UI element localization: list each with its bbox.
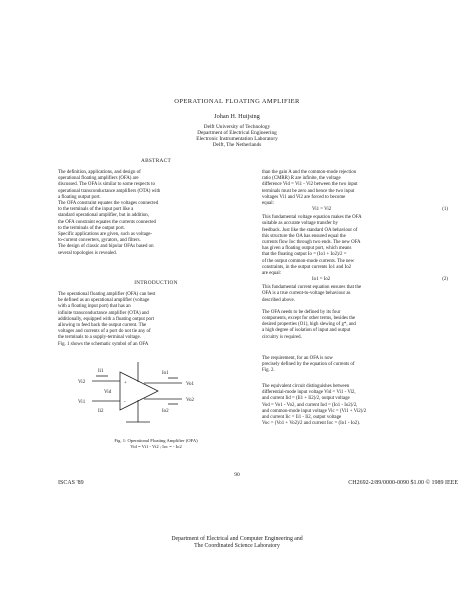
body-line: circuitry is required. [262, 334, 302, 340]
body-line: than the gain A and the common-mode rejection [262, 170, 357, 175]
intro-line: with a floating input port) that has an [58, 304, 131, 310]
body-line: voltages Vi1 and Vi2 are forced to become [262, 194, 346, 200]
right-column-text [262, 170, 458, 341]
page-number: 90 [234, 472, 240, 478]
amplifier-triangle [120, 372, 158, 410]
label-vid: Vid [104, 390, 112, 395]
abstract-line: to the terminals of the output port. [58, 225, 125, 231]
caption-line: Fig. 1: Operational Floating Amplifier (OFA) [114, 438, 198, 443]
abstract-line: to the terminals of the input port like a [58, 207, 134, 213]
body-line: Vod = Vo1 - Vo2, and current Iod = (Io1 - Io2)/2, [262, 402, 358, 408]
label-vi2: Vi2 [78, 380, 86, 385]
bottom-note [0, 536, 474, 550]
body-line: of the output common-mode currents. The new [262, 258, 355, 264]
body-line: differential-mode input voltage Vid = Vi1 - Vi2, [262, 390, 356, 396]
label-vo1: Vo1 [186, 382, 194, 387]
affiliation-line: Electronic Instrumentation Laboratory [196, 136, 278, 142]
abstract-heading: ABSTRACT [140, 158, 172, 164]
label-vi1: Vi1 [78, 400, 86, 405]
body-line: are equal: [262, 271, 282, 277]
abstract-line: the OFA constraint equates the currents connected [58, 219, 156, 225]
body-line: described above. [262, 297, 295, 303]
copyright-line: CH2692-2/89/0000-0090 $1.00 © 1989 IEEE [348, 480, 458, 486]
body-line: and current Iid = (Ii1 + Ii2)/2, output voltage [262, 396, 350, 402]
right-bottom-text-a [262, 356, 458, 375]
intro-line: the terminals to a supply-terminal voltage. [58, 335, 141, 341]
bottom-note-line: Department of Electrical and Computer Engineering and [171, 536, 303, 542]
body-line: terminals must be zero and hence the two input [262, 188, 355, 194]
body-line: feedback. Just like the standard OA behaviour of [262, 227, 358, 233]
equation-1-number: (1) [442, 207, 448, 213]
label-ii2: Ii2 [98, 409, 104, 414]
affiliation-line: Delft University of Technology [203, 124, 271, 130]
body-line: Voc = (Vo1 + Vo2)/2 and current Ioc = (Io1 - Io2). [262, 421, 361, 427]
body-line: This fundamental voltage equation makes the OFA [262, 215, 362, 221]
intro-line: voltages and currents of a port do not tie any of [58, 329, 151, 335]
intro-line: The operational floating amplifier (OFA) can best [58, 292, 156, 297]
paper-author: Johan H. Huijsing [214, 113, 260, 120]
body-line: equal: [262, 201, 274, 207]
body-line: ratio (CMRR) R are infinite, the voltage [262, 176, 341, 182]
abstract-line: to-current converters, gyrators, and filters. [58, 238, 141, 244]
conference-name: ISCAS '89 [58, 480, 84, 486]
label-io1: Io1 [162, 371, 169, 376]
body-line: and current Iic = Ii1 - Ii2, output voltage [262, 415, 342, 421]
caption-line: Vid = Vi1 - Vi2 ; Ioc = - Io2 [130, 443, 182, 449]
abstract-line: The OFA constraint equates the voltages connected [58, 201, 159, 207]
figure-caption [58, 438, 254, 449]
paper-title: OPERATIONAL FLOATING AMPLIFIER [174, 98, 300, 105]
body-line: a high degree of isolation of input and output [262, 328, 351, 334]
body-line: The equivalent circuit distinguishes between [262, 384, 350, 389]
abstract-line: standard operational amplifier, but in addition, [58, 213, 149, 219]
intro-line: infinite transconductance amplifier (OTA) and [58, 310, 149, 316]
label-vo2: Vo2 [186, 398, 194, 403]
body-line: has given a floating output port, which means [262, 246, 352, 252]
body-line: components, except for other terms, besides the [262, 316, 356, 322]
intro-line: Fig. 1 shows the schematic symbol of an OFA [58, 341, 149, 347]
body-line: precisely defined by the equation of currents of [262, 362, 355, 368]
abstract-line: operational floating amplifiers (OFA) are [58, 176, 139, 182]
body-line: The requirement, for an OFA is now [262, 356, 333, 361]
label-ii1: Ii1 [98, 369, 104, 374]
equation-2-number: (2) [442, 277, 448, 283]
abstract-line: Specific applications are given, such as voltage- [58, 232, 153, 238]
body-line: This fundamental current equation ensures that the [262, 285, 362, 291]
body-line: and common-mode input voltage Vic = (Vi1 + Vi2)/2 [262, 408, 367, 414]
bottom-note-line: The Coordinated Science Laboratory [194, 543, 280, 549]
intro-line: additionally, equipped with a floating output port [58, 316, 154, 322]
equation-1-body: Vi1 = Vi2 [312, 207, 332, 213]
body-line: this structure the OA has ensured equal the [262, 233, 346, 239]
label-io2: Io2 [162, 409, 169, 414]
body-line: suitable as accurate voltage transfer by [262, 221, 338, 227]
introduction-text [58, 292, 254, 348]
body-line: currents flow Ioc through two ends. The new OFA [262, 240, 361, 246]
body-line: Fig. 2. [262, 368, 275, 374]
plus-sign: + [124, 381, 127, 386]
body-line: The OFA needs to be defined by its four [262, 309, 341, 315]
body-line: desired properties (O1), high slewing of g*, and [262, 322, 356, 328]
equation-2-body: Io1 = Io2 [312, 277, 331, 283]
body-line: OFA is a true current-to-voltage behaviour as [262, 291, 351, 297]
intro-line: be defined as an operational amplifier (voltage [58, 298, 150, 304]
abstract-line: The definition, applications, and design of [58, 170, 141, 175]
abstract-line: The design of classic and bipolar OFAs based on [58, 244, 154, 250]
intro-line: allowing to feed back the output current. The [58, 323, 147, 329]
body-line: constraints, in the output currents Io1 and Io2 [262, 264, 352, 270]
affiliation-line: Department of Electrical Engineering [197, 130, 277, 136]
introduction-heading: INTRODUCTION [134, 280, 178, 286]
affiliation [0, 124, 474, 148]
right-bottom-text-b [262, 384, 458, 427]
minus-sign: - [124, 400, 126, 405]
abstract-line: several topologies is revealed. [58, 250, 117, 256]
equation-1 [262, 207, 458, 215]
abstract-line: discussed. The OFA is similar to some respects to [58, 182, 155, 188]
affiliation-line: Delft, The Netherlands [212, 142, 262, 148]
abstract-line: operational transconductance amplifiers (OTA) with [58, 188, 161, 194]
abstract-line: a floating output port. [58, 194, 101, 200]
equation-2 [262, 277, 458, 285]
abstract-text [58, 170, 254, 257]
body-line: difference Vid = Vi1 - Vi2 between the two input [262, 182, 358, 188]
ofa-schematic-figure [58, 352, 254, 436]
body-line: that the floating output Io = (Io1 + Io2)/2 = [262, 252, 347, 258]
